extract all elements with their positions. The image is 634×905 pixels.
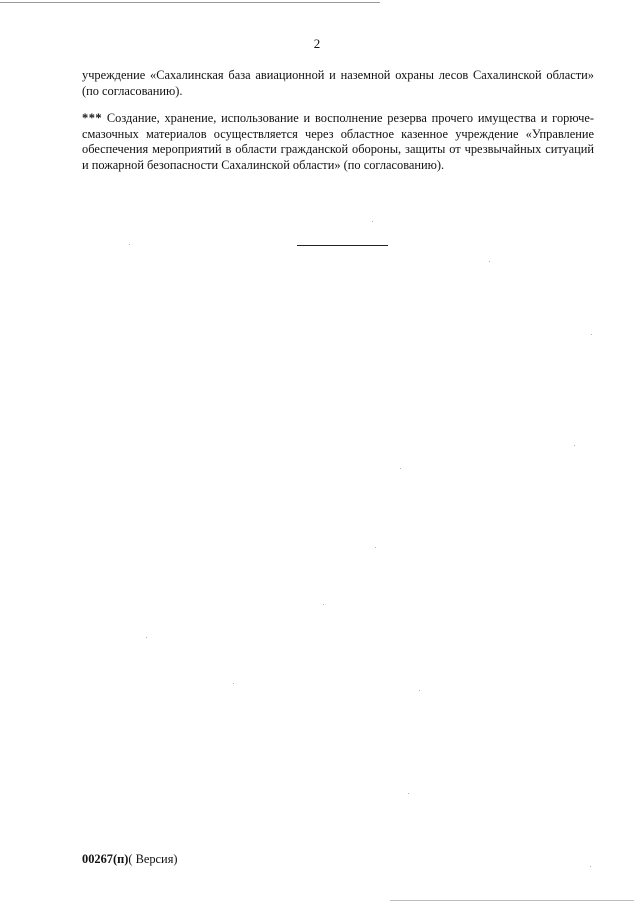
paragraph-footnote [82,111,594,173]
scan-speck [146,637,147,638]
page-number: 2 [313,36,321,51]
scan-speck [375,547,376,548]
scan-speck [129,244,130,245]
document-id: 00267(п) [82,852,129,866]
scan-speck [323,604,324,605]
scan-speck [233,683,234,684]
scan-speck [591,334,592,335]
paragraph-text: учреждение «Сахалинская база авиационной и наземной охраны лесов Сахалинской области» (по согласованию). [82,68,594,98]
document-code [82,852,178,867]
paragraph-continuation [82,68,594,99]
scan-speck [489,261,490,262]
document-version: ( Версия) [128,852,178,866]
scan-speck [400,468,401,469]
scan-edge-top [0,2,380,3]
scan-speck [590,866,591,867]
scan-speck [419,690,420,691]
scan-speck [372,221,373,222]
paragraph-text: Создание, хранение, использование и восполнение резерва прочего имущества и горюче-смазочных материалов осуществляется через областное казенное учреждение «Управление обеспечения мероприятий в области гражданской обороны, защиты от чрезвычайных ситуаций и пожарной безопасности Сахалинской области» (по согласованию). [82,111,594,172]
scan-speck [408,793,409,794]
scan-speck [574,445,575,446]
footnote-marker: *** [82,111,103,125]
end-of-document-rule [297,245,388,246]
scan-edge-bottom [390,900,634,901]
